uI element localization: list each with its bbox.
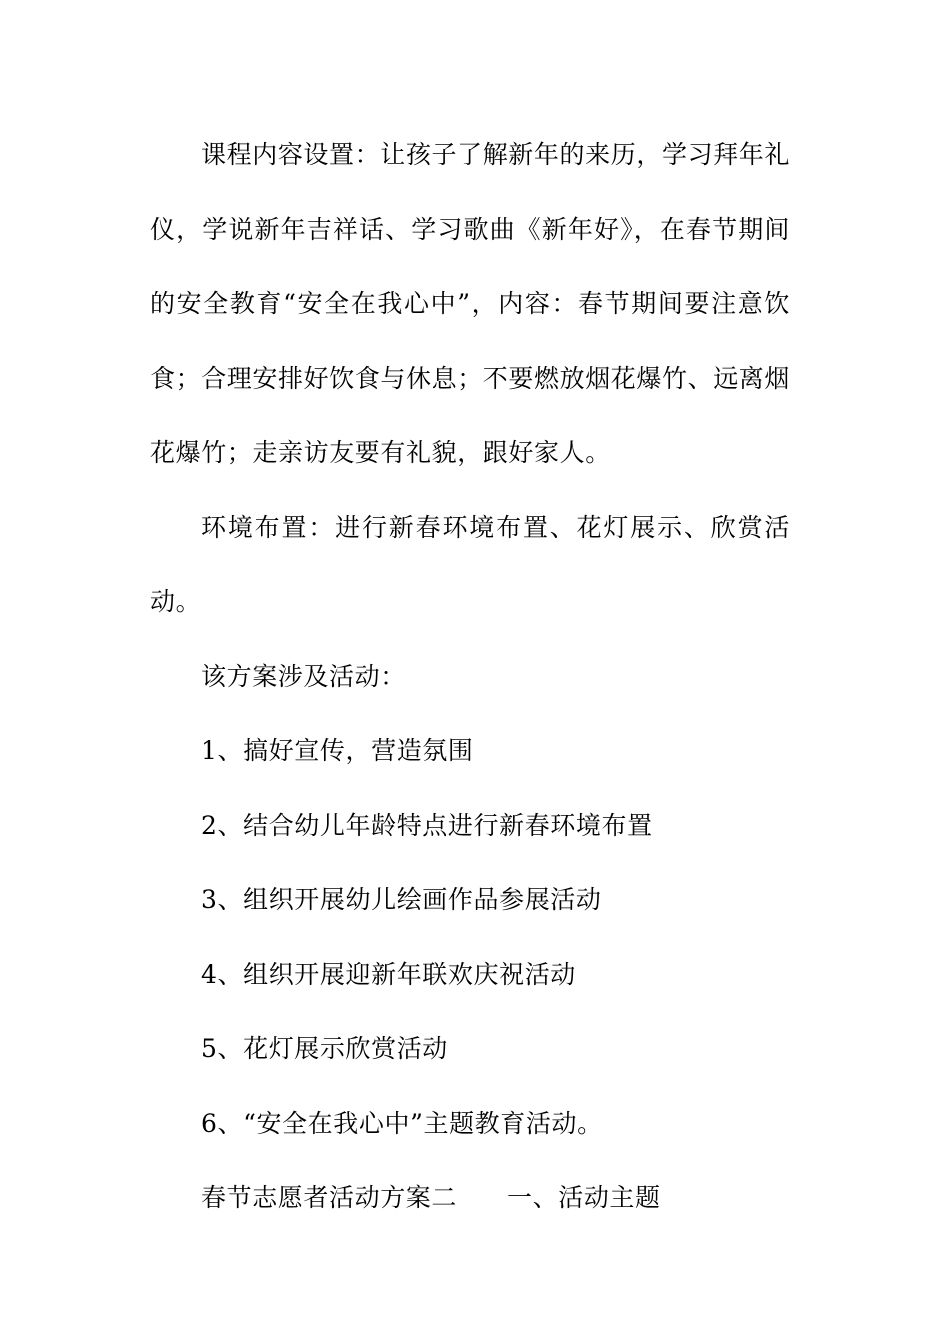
- next-section-heading: [150, 1161, 790, 1236]
- paragraph-activities-intro: 该方案涉及活动：: [201, 661, 406, 691]
- list-item: 1、搞好宣传，营造氛围: [201, 736, 474, 765]
- list-item: 2、结合幼儿年龄特点进行新春环境布置: [201, 810, 653, 840]
- list-item: 6、“安全在我心中”主题教育活动。: [201, 1108, 603, 1138]
- list-item: 4、组织开展迎新年联欢庆祝活动: [201, 959, 576, 989]
- section-subheading: 一、活动主题: [507, 1183, 661, 1212]
- list-item: 3、组织开展幼儿绘画作品参展活动: [201, 885, 602, 914]
- paragraph-environment: 环境布置：进行新春环境布置、花灯展示、欣赏活动。: [150, 512, 790, 616]
- paragraph-course-content: 课程内容设置：让孩子了解新年的来历，学习拜年礼仪，学说新年吉祥话、学习歌曲《新年好》，在春节期间的安全教育“安全在我心中”，内容：春节期间要注意饮食；合理安排好饮食与休息；不要燃放烟花爆竹、远离烟花爆竹；走亲访友要有礼貌，跟好家人。: [150, 140, 791, 467]
- document-body: [150, 118, 790, 1236]
- list-item: 5、花灯展示欣赏活动: [201, 1034, 448, 1063]
- activity-list: [150, 714, 790, 1161]
- section-title: 春节志愿者活动方案二: [201, 1183, 458, 1212]
